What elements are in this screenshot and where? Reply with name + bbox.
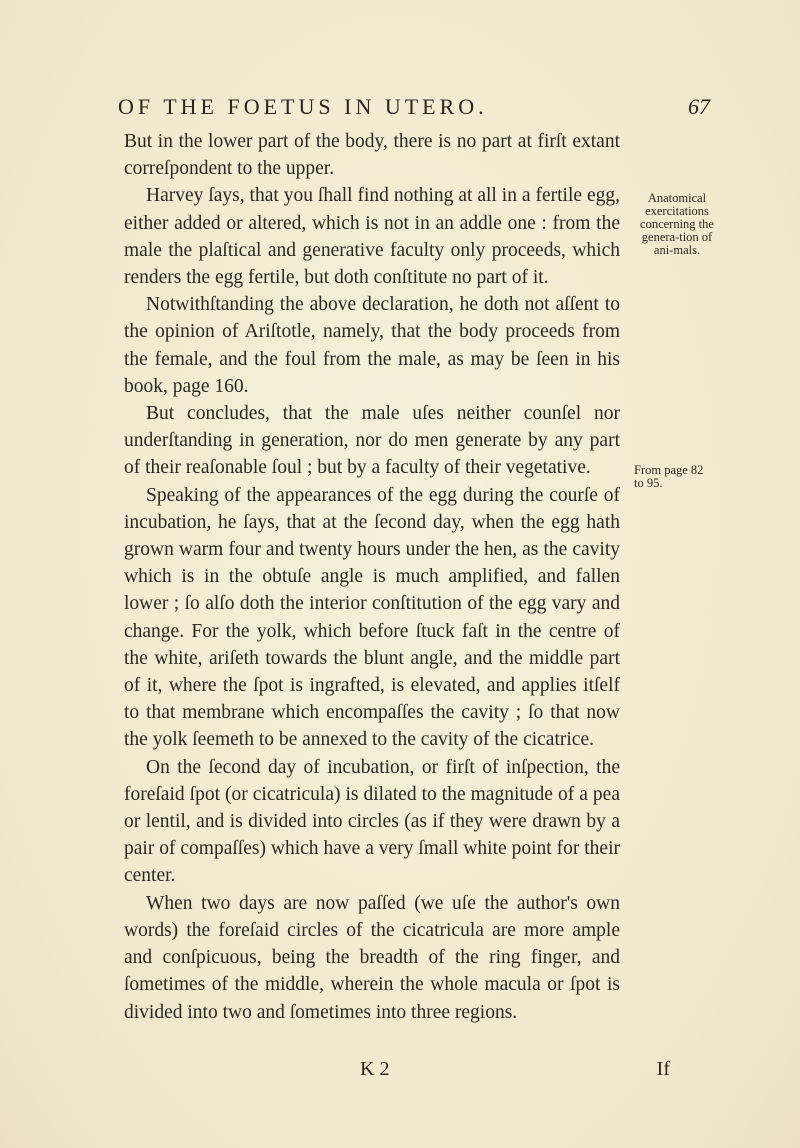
paragraph: But concludes, that the male uſes neither counſel nor underſtanding in generation, nor do men generate by any part of their reaſonable ſoul ; but by a faculty of their vegetative. xyxy=(124,403,620,479)
paragraph: But in the lower part of the body, there is no part at firſt extant correſpondent to the upper. xyxy=(124,131,620,180)
page-footer xyxy=(360,1058,670,1081)
margin-note-page-range: From page 82 to 95. xyxy=(634,463,704,490)
paragraph: Speaking of the appearances of the egg during the courſe of incubation, he ſays, that at the ſecond day, when the egg hath grown warm four and twenty hours under the hen, as the cavity which is in the obtuſe angle is much amplified, and fallen lower ; ſo alſo doth the interior conſtitution of the egg vary and change. For the yolk, which before ſtuck faſt in the centre of the white, ariſeth towards the blunt angle, and the middle part of it, where the ſpot is ingrafted, is elevated, and applies itſelf to that membrane which encompaſſes the cavity ; ſo that now the yolk ſeemeth to be annexed to the cavity of the cicatrice. xyxy=(124,484,620,751)
page-number: 67 xyxy=(688,94,710,119)
body-text xyxy=(124,128,620,1026)
running-head: OF THE FOETUS IN UTERO. xyxy=(118,94,488,119)
paragraph: On the ſecond day of incubation, or firſt of inſpection, the foreſaid ſpot (or cicatricula) is dilated to the magnitude of a pea or lentil, and is divided into circles (as if they were drawn by a pair of compaſſes) which have a very ſmall white point for their center. xyxy=(124,756,620,887)
paragraph: When two days are now paſſed (we uſe the author's own words) the foreſaid circles of the cicatricula are more ample and conſpicuous, being the breadth of the ring finger, and ſometimes of the middle, wherein the whole macula or ſpot is divided into two and ſometimes into three regions. xyxy=(124,892,620,1023)
paragraph: Harvey ſays, that you ſhall find nothing at all in a fertile egg, either added or altered, which is not in an addle one : from the male the plaſtical and generative faculty only proceeds, which renders the egg fertile, but doth conſtitute no part of it. xyxy=(124,185,620,289)
page-header xyxy=(118,94,710,120)
paragraph: Notwithſtanding the above declaration, he doth not aſſent to the opinion of Ariſtotle, namely, that the body proceeds from the female, and the foul from the male, as may be ſeen in his book, page 160. xyxy=(124,294,620,397)
margin-note-anatomical: Anatomical exercitations concerning the genera-tion of ani-mals. xyxy=(640,191,714,257)
signature-mark: K 2 xyxy=(360,1058,390,1080)
catchword: If xyxy=(656,1058,670,1080)
